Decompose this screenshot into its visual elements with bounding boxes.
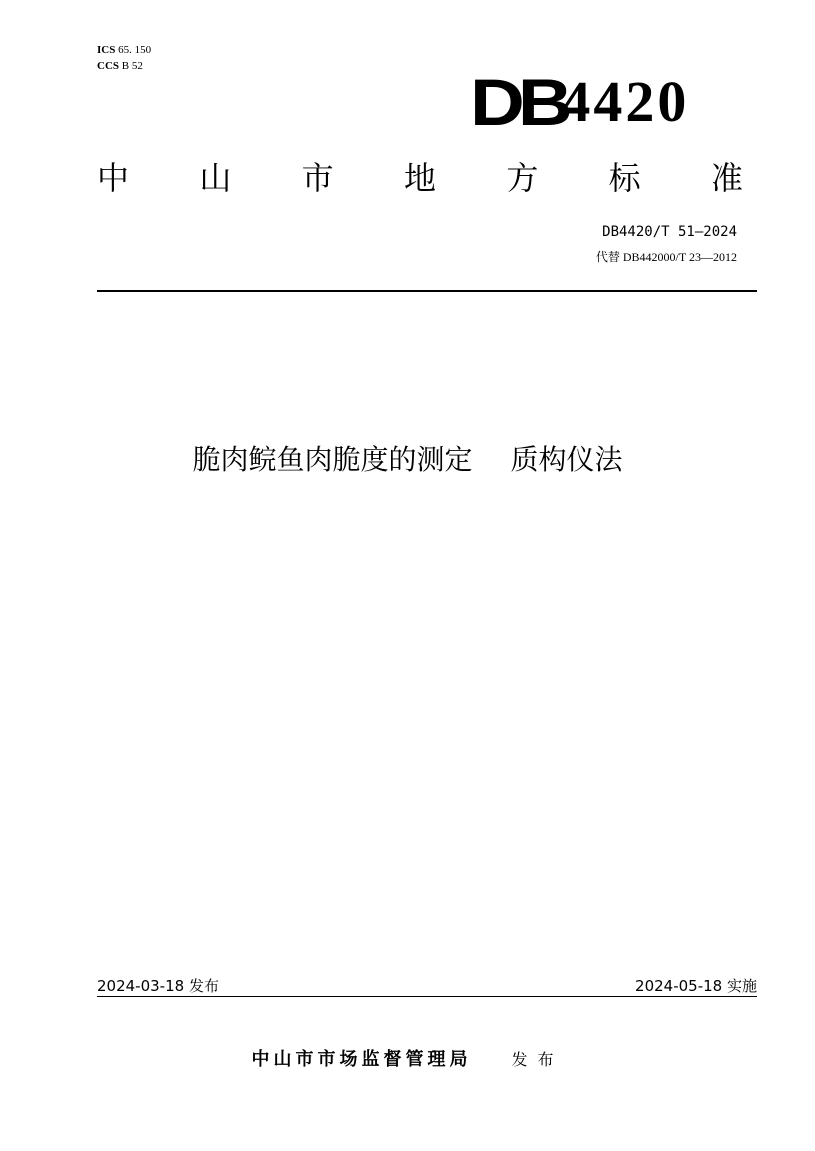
title-main: 脆肉鲩鱼肉脆度的测定 (192, 443, 473, 476)
ics-value: 65. 150 (118, 44, 152, 56)
date-row (97, 976, 757, 996)
standard-type-char: 方 (506, 159, 539, 197)
db-logo-code: 4420 (561, 69, 690, 134)
issue-action: 发布 (511, 1050, 564, 1069)
ics-line (97, 42, 151, 58)
standard-type-char: 地 (403, 159, 436, 197)
footer-divider (97, 996, 757, 997)
title-method: 质构仪法 (510, 443, 623, 476)
header-divider (97, 290, 757, 292)
standard-type-heading (97, 158, 743, 198)
db-logo (470, 65, 690, 139)
replaces-standard: 代替 DB442000/T 23—2012 (595, 250, 737, 264)
standard-number: DB4420/T 51—2024 (602, 224, 737, 240)
issuer-line (0, 1048, 815, 1072)
issuing-authority: 中山市市场监督管理局 (251, 1049, 472, 1070)
standard-type-char: 中 (97, 159, 130, 197)
ccs-value: B 52 (121, 60, 143, 72)
document-title (0, 440, 815, 480)
ccs-label: CCS (97, 60, 120, 72)
implement-date: 2024-05-18 实施 (635, 977, 757, 995)
standard-type-char: 市 (301, 159, 334, 197)
standard-type-char: 山 (199, 159, 232, 197)
publish-date: 2024-03-18 发布 (97, 977, 219, 995)
standard-type-char: 标 (608, 159, 641, 197)
standard-type-char: 准 (710, 159, 743, 197)
ccs-line (97, 58, 151, 74)
classification-codes (97, 42, 151, 74)
ics-label: ICS (97, 44, 116, 56)
db-logo-letters: DB (470, 65, 566, 139)
